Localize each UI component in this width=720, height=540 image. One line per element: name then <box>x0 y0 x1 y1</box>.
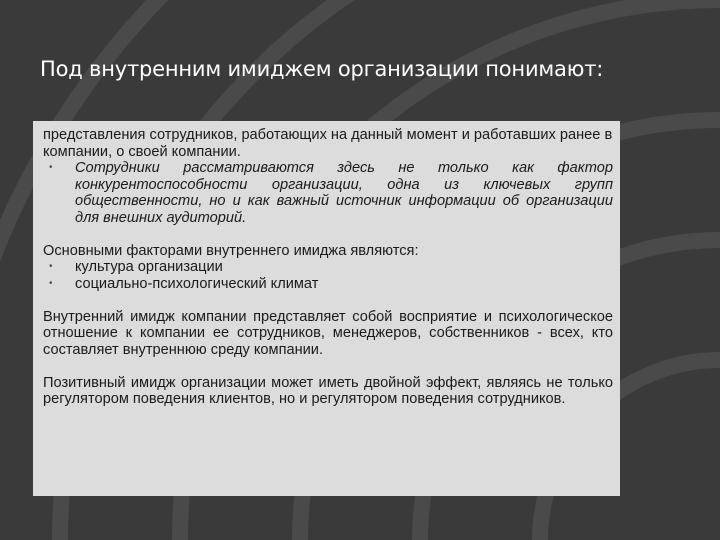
list-item <box>43 276 613 293</box>
positive-image-paragraph: Позитивный имидж организации может иметь двойной эффект, являясь не только регулятором поведения клиентов, но и регулятором поведения сотрудников. <box>43 374 613 407</box>
slide-title: Под внутренним имиджем организации понимают: <box>40 57 604 81</box>
intro-paragraph: представления сотрудников, работающих на данный момент и работавших ранее в компании, о своей компании. <box>43 127 613 160</box>
factor-culture: культура организации <box>75 259 223 275</box>
bullet-dot-icon: • <box>49 162 53 173</box>
bullet-dot-icon: • <box>49 277 53 289</box>
list-item <box>43 160 613 226</box>
factors-heading: Основными факторами внутреннего имиджа являются: <box>43 242 419 259</box>
slide-content <box>43 127 613 408</box>
internal-image-paragraph: Внутренний имидж компании представляет собой восприятие и психологическое отношение к компании ее сотрудников, менеджеров, собственников - всех, кто составляет внутреннюю среду компании. <box>43 308 613 358</box>
list-item <box>43 259 613 276</box>
bullet-dot-icon: • <box>49 261 53 272</box>
employees-note: Сотрудники рассматриваются здесь не только как фактор конкурентоспособности организации, одна из ключевых групп общественности, но и как важный источник информации об организации для внешних аудиторий. <box>75 160 613 226</box>
factor-climate: социально-психологический климат <box>75 275 319 292</box>
